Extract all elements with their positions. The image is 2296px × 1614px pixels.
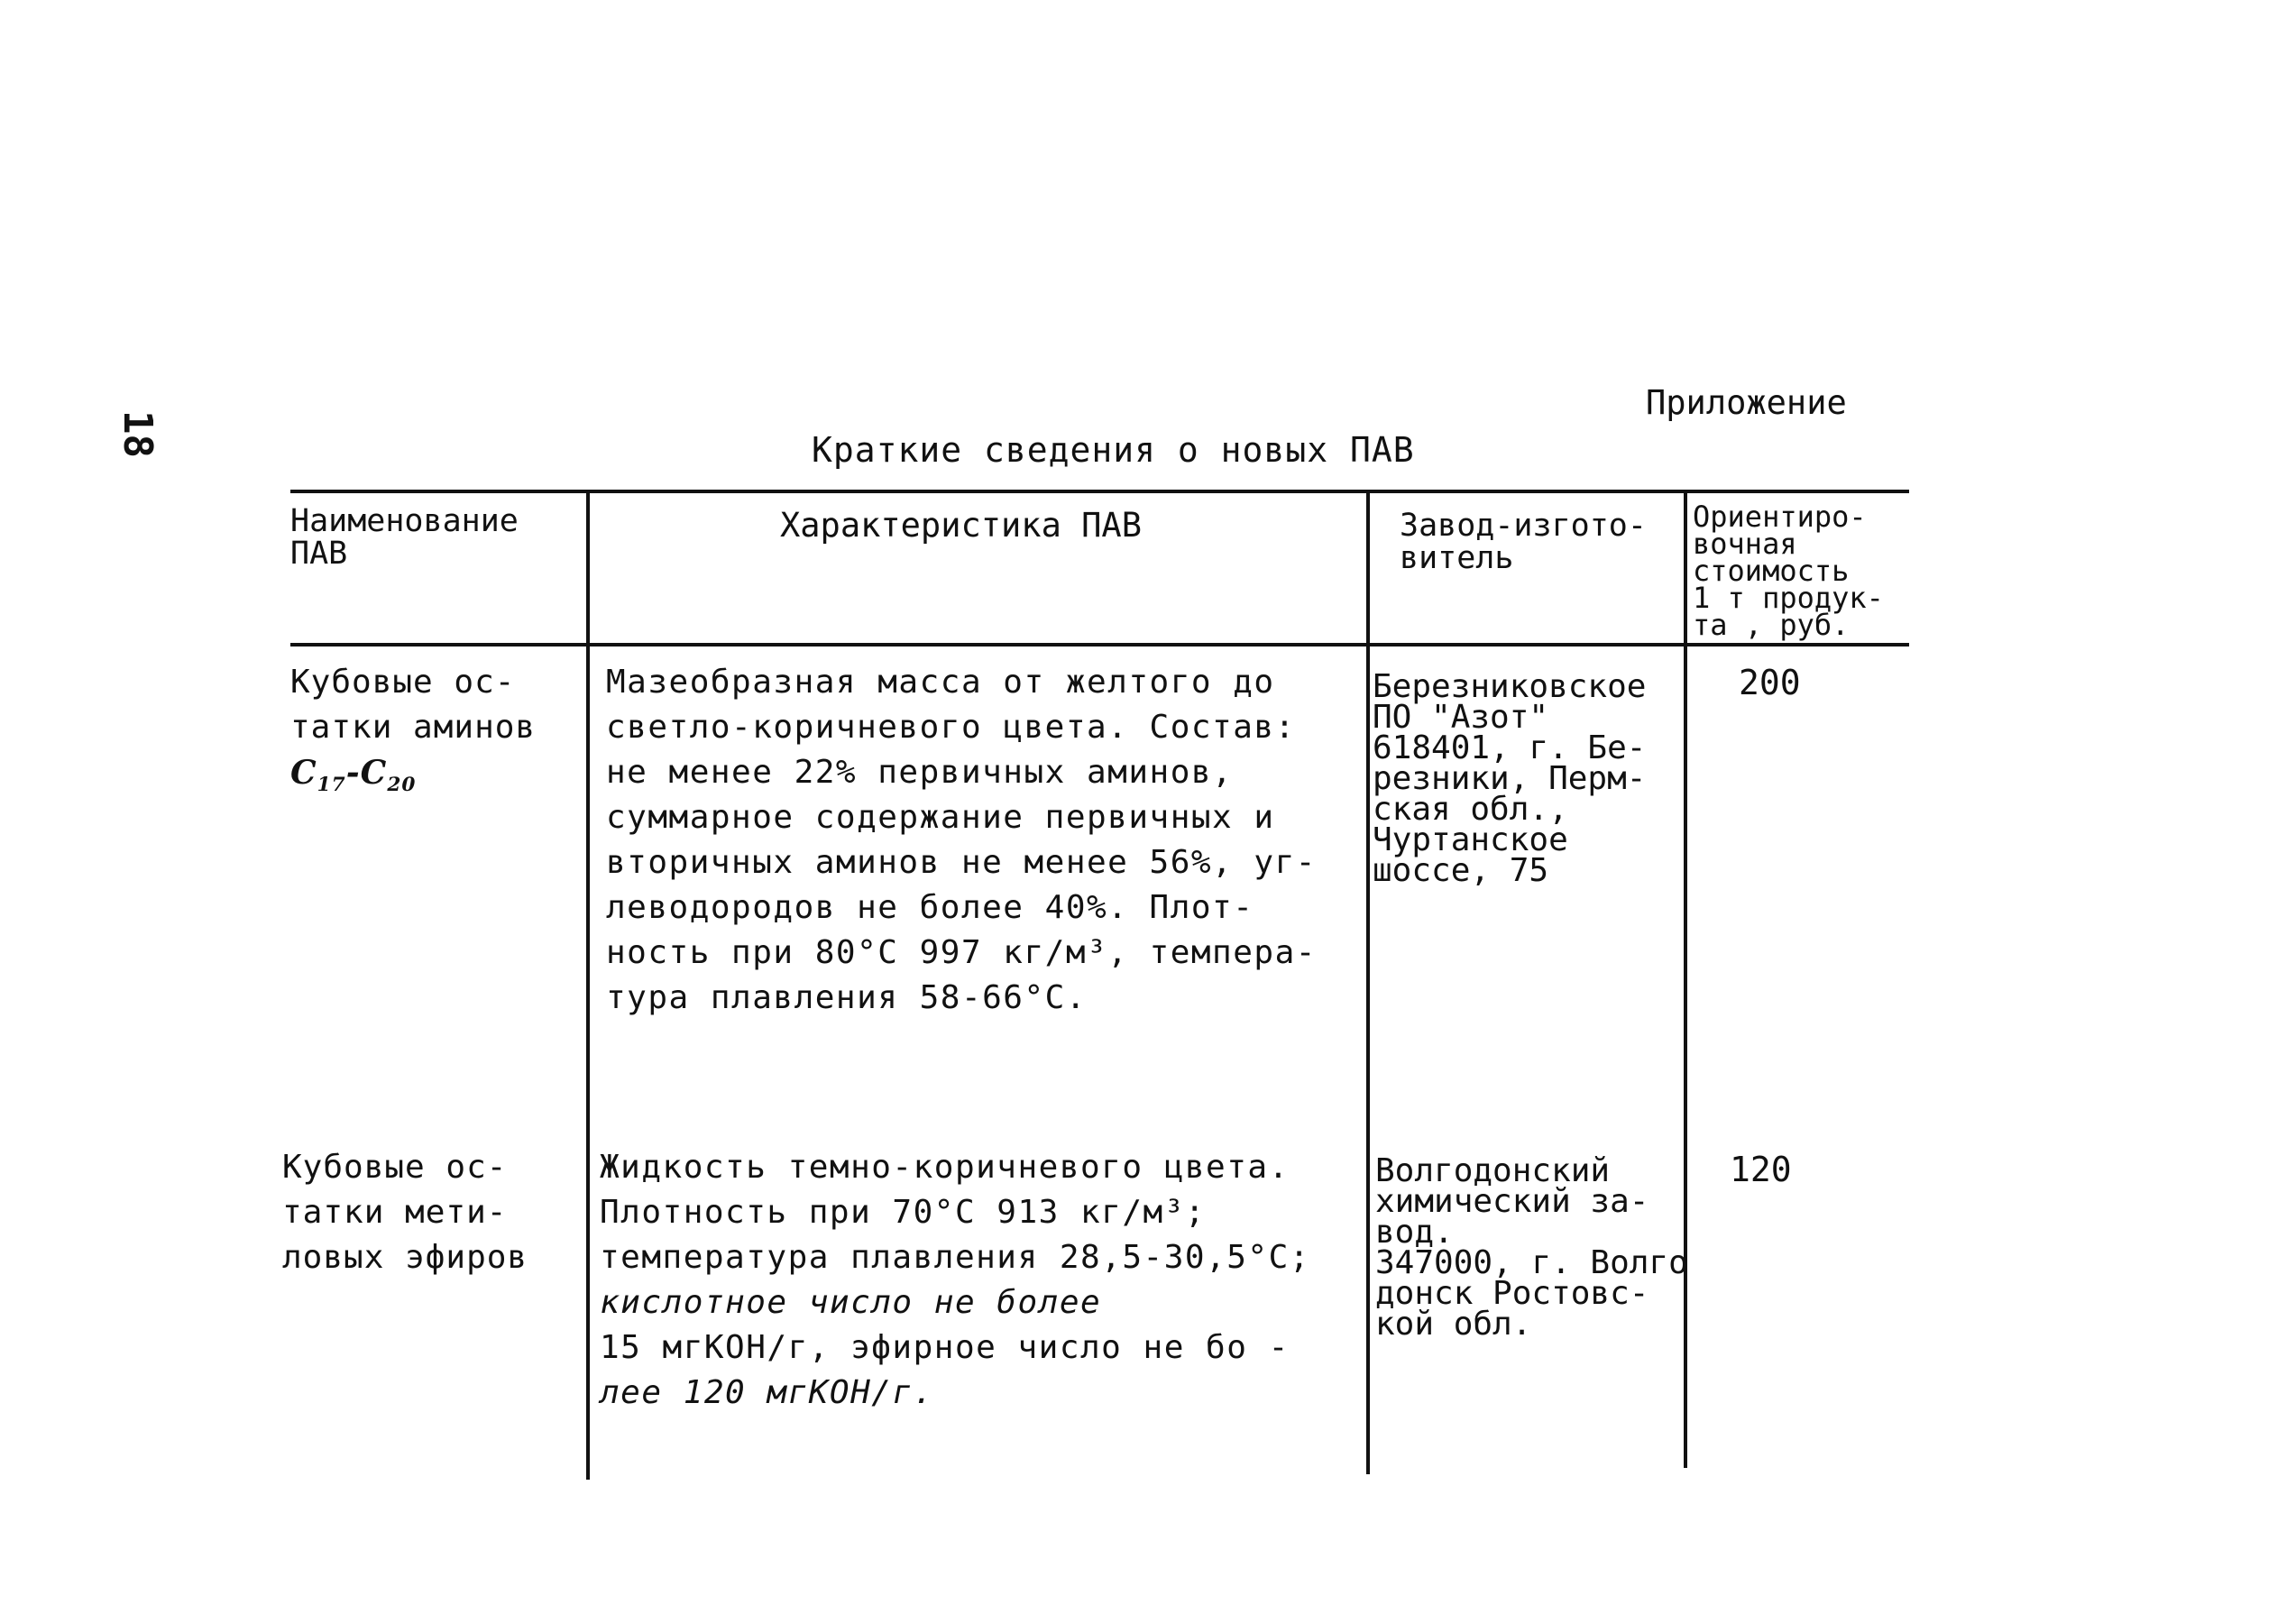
row1-char-line: ность при 80°С 997 кг/м³, темпера- bbox=[606, 934, 1317, 971]
row2-manufacturer-line: вод. bbox=[1375, 1214, 1454, 1251]
row2-char-line: температура плавления 28,5-30,5°С; bbox=[600, 1239, 1310, 1276]
header-name bbox=[290, 505, 519, 570]
row1-manufacturer-line: шоссе, 75 bbox=[1373, 852, 1549, 889]
header-name-line: ПАВ bbox=[290, 536, 348, 572]
header-price-line: стоимость bbox=[1693, 554, 1850, 588]
row1-char-line: тура плавления 58-66°С. bbox=[606, 979, 1087, 1016]
header-manufacturer bbox=[1400, 509, 1647, 574]
row2-name-line: татки мети- bbox=[282, 1194, 508, 1231]
appendix-label: Приложение bbox=[1646, 383, 1847, 422]
row2-name-line: ловых эфиров bbox=[282, 1239, 528, 1276]
row2-manufacturer bbox=[1375, 1152, 1688, 1343]
header-price-line: Ориентиро- bbox=[1693, 500, 1867, 534]
row2-char-line: лее 120 мгКОН/г. bbox=[600, 1374, 934, 1411]
row2-manufacturer-line: Волгодонский bbox=[1375, 1152, 1611, 1189]
header-name-line: Наименование bbox=[290, 503, 519, 539]
formula-sub: 17 bbox=[317, 774, 346, 797]
row1-manufacturer-line: Березниковское bbox=[1373, 668, 1647, 705]
row2-characteristics bbox=[600, 1145, 1310, 1416]
row2-name bbox=[282, 1145, 528, 1280]
row2-name-line: Кубовые ос- bbox=[282, 1149, 508, 1186]
page-number: 18 bbox=[115, 410, 161, 458]
row2-manufacturer-line: химический за- bbox=[1375, 1183, 1649, 1220]
header-price-line: та , руб. bbox=[1693, 608, 1850, 642]
row1-name-line: татки аминов bbox=[290, 709, 537, 746]
row2-manufacturer-line: донск Ростовс- bbox=[1375, 1275, 1649, 1312]
row1-manufacturer bbox=[1373, 668, 1647, 889]
row1-manufacturer-line: резники, Перм- bbox=[1373, 760, 1647, 797]
row1-name bbox=[290, 660, 536, 795]
header-price bbox=[1693, 500, 1884, 642]
row1-char-line: леводородов не более 40%. Плот- bbox=[606, 889, 1254, 926]
formula-c: C bbox=[360, 754, 388, 792]
formula-dash: - bbox=[345, 754, 361, 792]
header-characteristics: Характеристика ПАВ bbox=[780, 506, 1142, 545]
row1-char-line: Мазеобразная масса от желтого до bbox=[606, 664, 1275, 701]
row1-name-line: Кубовые ос- bbox=[290, 664, 516, 701]
row2-char-line: Плотность при 70°С 913 кг/м³; bbox=[600, 1194, 1207, 1231]
row1-formula bbox=[290, 750, 536, 795]
table-top-rule bbox=[290, 490, 1909, 493]
row1-manufacturer-line: Чуртанское bbox=[1373, 821, 1568, 858]
row2-char-line: кислотное число не более bbox=[600, 1284, 1102, 1321]
row1-char-line: светло-коричневого цвета. Состав: bbox=[606, 709, 1296, 746]
row1-characteristics bbox=[606, 660, 1317, 1021]
row1-manufacturer-line: 618401, г. Бе- bbox=[1373, 729, 1647, 766]
row1-price: 200 bbox=[1739, 663, 1801, 702]
row2-manufacturer-line: 347000, г. Волго bbox=[1375, 1244, 1688, 1281]
row2-char-line: Жидкость темно-коричневого цвета. bbox=[600, 1149, 1290, 1186]
header-manufacturer-line: Завод-изгото- bbox=[1400, 508, 1647, 544]
formula-sub: 20 bbox=[387, 774, 417, 797]
formula-c: C bbox=[290, 754, 317, 792]
table-header-rule bbox=[290, 643, 1909, 647]
row1-manufacturer-line: ПО "Азот" bbox=[1373, 699, 1549, 736]
header-price-line: вочная bbox=[1693, 527, 1797, 561]
row2-manufacturer-line: кой обл. bbox=[1375, 1306, 1532, 1343]
row2-char-line: 15 мгКОН/г, эфирное число не бо - bbox=[600, 1329, 1290, 1366]
row2-price: 120 bbox=[1730, 1150, 1792, 1189]
header-price-line: 1 т продук- bbox=[1693, 581, 1884, 615]
column-divider-2 bbox=[1366, 490, 1370, 1474]
column-divider-1 bbox=[586, 490, 590, 1480]
row1-manufacturer-line: ская обл., bbox=[1373, 791, 1568, 828]
document-title: Краткие сведения о новых ПАВ bbox=[812, 430, 1415, 470]
row1-char-line: не менее 22% первичных аминов, bbox=[606, 754, 1234, 791]
row1-char-line: вторичных аминов не менее 56%, уг- bbox=[606, 844, 1317, 881]
header-manufacturer-line: витель bbox=[1400, 540, 1514, 576]
row1-char-line: суммарное содержание первичных и bbox=[606, 799, 1275, 836]
